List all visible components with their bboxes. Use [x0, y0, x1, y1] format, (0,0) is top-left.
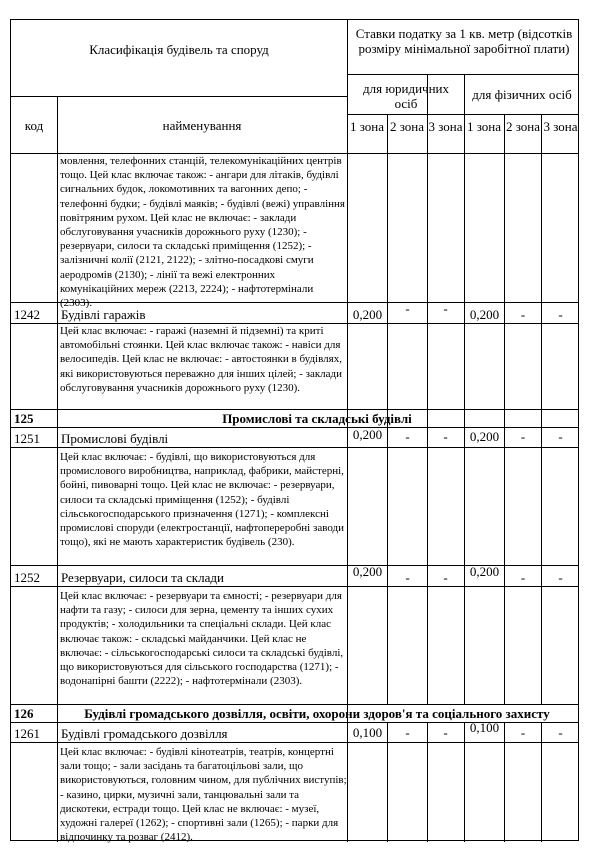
rates-header: Ставки податку за 1 кв. метр (відсотків розміру мінімальної заробітної плати): [355, 26, 573, 56]
rate-legal-zone-1: 0,200: [352, 564, 383, 579]
row-description: Цей клас включає: - будівлі кінотеатрів, театрів, концертні зали тощо; - зали засідань та багатоцільові зали, що використовуються, головним чином, для публічних виступів; - казино, цирки, музичні зали, танцювальні зали та дискотеки, естради тощо. Цей клас не включає: - музеї, художні галереї (1262); - спортивні зали (1265); - парки для відпочинку та розваг (2412).: [60, 746, 347, 844]
row-code: 1251: [14, 431, 40, 446]
rate-individual-zone-2: -: [520, 570, 526, 585]
continued-description: мовлення, телефонних станцій, телекомунікаційних центрів тощо. Цей клас включає також: - ангари для літаків, будівлі сигнальних будок, локомотивних та вагонних депо; - телефонні будки; - будівлі маяків; - будівлі (вежі) управління повітряним рухом. Цей клас не включає: - заклади обслуговування учасників дорожнього руху (1230); - резервуари, силоси та складські приміщення (1252); - залізничні колії (2121, 2122); - злітно-посадкові смуги аеродромів (2130); - лінії та вежі електронних комунікаційних мереж (2213, 2224); - нафтотермінали (2303).: [60, 155, 345, 310]
row-description: Цей клас включає: - будівлі, що використовуються для промислового виробництва, наприклад, фабрики, майстерні, бойні, пивоварні тощо. Цей клас не включає: - резервуари, силоси та складські приміщення (1252); - будівлі сільськогосподарського призначення (1271); - комплексні промислові споруди (електростанції, нафтопереробні заводи тощо), які не мають характеристик будівель (230).: [60, 451, 344, 549]
rate-legal-zone-2: -: [405, 301, 410, 316]
legal-entities-header: для юридичних осіб: [362, 81, 450, 111]
rate-legal-zone-3: -: [443, 301, 448, 316]
rate-individual-zone-1: 0,200: [469, 429, 500, 444]
zone-header: 1 зона: [466, 119, 502, 134]
rate-legal-zone-1: 0,200: [352, 307, 383, 322]
rate-individual-zone-1: 0,200: [469, 307, 500, 322]
rate-legal-zone-2: -: [405, 570, 410, 585]
zone-header: 3 зона: [543, 119, 578, 134]
rate-individual-zone-2: -: [520, 307, 526, 322]
group-code: 126: [14, 706, 34, 721]
rate-individual-zone-3: -: [558, 570, 563, 585]
tax-rates-table: [10, 19, 579, 844]
zone-header: 2 зона: [505, 119, 541, 134]
zone-header: 2 зона: [389, 119, 425, 134]
individuals-header: для фізичних осіб: [472, 87, 572, 102]
row-name: Резервуари, силоси та склади: [61, 570, 224, 585]
row-name: Промислові будівлі: [61, 431, 169, 446]
group-title: Будівлі громадського дозвілля, освіти, охорони здоров'я та соціального захисту: [84, 706, 550, 721]
rate-legal-zone-3: -: [443, 725, 448, 740]
code-header: код: [24, 118, 44, 133]
name-header: найменування: [162, 118, 242, 133]
rate-individual-zone-3: -: [558, 307, 563, 322]
rate-individual-zone-2: -: [520, 429, 526, 444]
group-title: Промислові та складські будівлі: [222, 411, 412, 426]
rate-individual-zone-2: -: [520, 725, 526, 740]
row-code: 1261: [14, 726, 40, 741]
row-code: 1242: [14, 307, 40, 322]
row-code: 1252: [14, 570, 40, 585]
rate-individual-zone-3: -: [558, 725, 563, 740]
group-code: 125: [14, 411, 34, 426]
rate-individual-zone-1: 0,100: [469, 720, 500, 735]
rate-legal-zone-1: 0,100: [352, 725, 383, 740]
row-description: Цей клас включає: - гаражі (наземні й підземні) та криті автомобільні стоянки. Цей клас включає також: - навіси для велосипедів. Цей клас не включає: - автостоянки в будівлях, які використовуються переважно для інших цілей; - заклади обслуговування учасників дорожнього руху (1230).: [60, 325, 343, 394]
row-name: Будівлі громадського дозвілля: [61, 726, 228, 741]
zone-header: 3 зона: [428, 119, 463, 134]
row-name: Будівлі гаражів: [61, 307, 146, 322]
rate-legal-zone-3: -: [443, 429, 448, 444]
rate-individual-zone-1: 0,200: [469, 564, 500, 579]
rate-legal-zone-3: -: [443, 570, 448, 585]
classification-header: Класифікація будівель та споруд: [89, 42, 269, 57]
rate-legal-zone-2: -: [405, 429, 410, 444]
rate-legal-zone-1: 0,200: [352, 427, 383, 442]
rate-legal-zone-2: -: [405, 725, 410, 740]
zone-header: 1 зона: [349, 119, 385, 134]
row-description: Цей клас включає: - резервуари та ємності; - резервуари для нафти та газу; - силоси для зерна, цементу та інших сухих продуктів; - холодильники та спеціальні склади. Цей клас включає також: - складські майданчики. Цей клас не включає: - сільськогосподарські силоси та складські будівлі, що використовуються для сільського господарства (1271); - водонапірні башти (2222); - нафтотермінали (2303).: [60, 590, 344, 688]
rate-individual-zone-3: -: [558, 429, 563, 444]
